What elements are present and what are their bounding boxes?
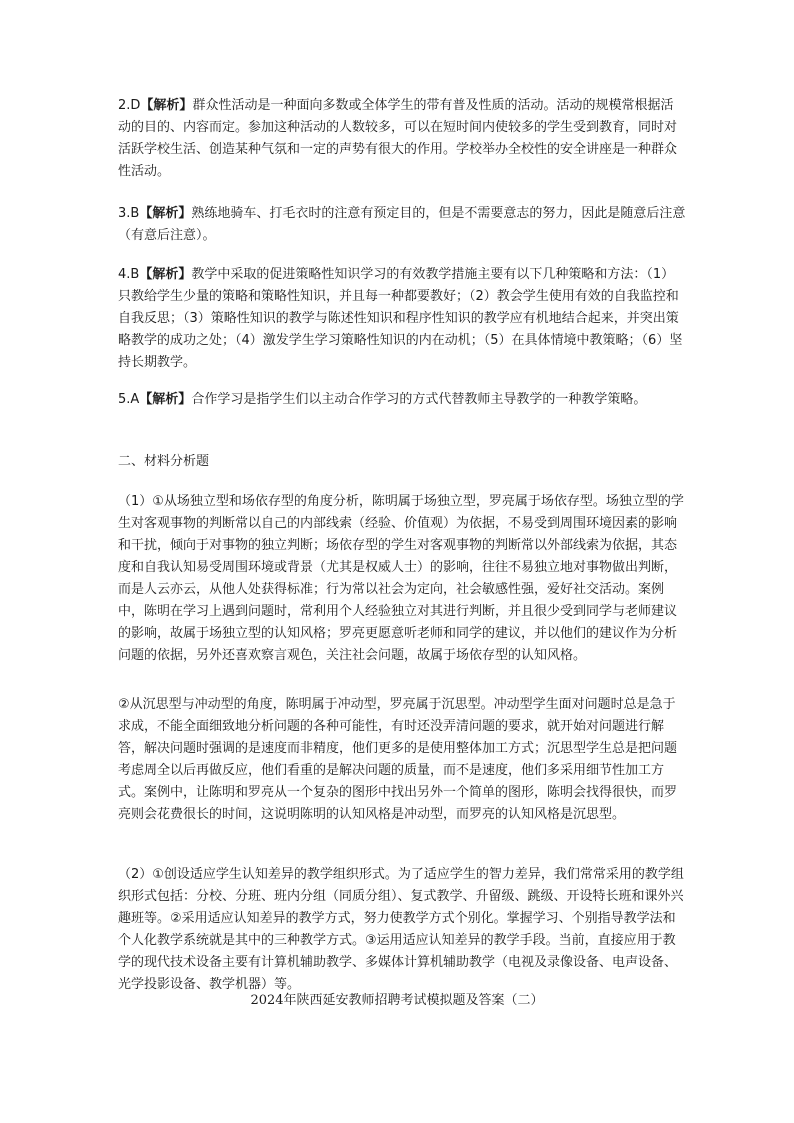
answer-prefix: 4.B	[118, 267, 140, 282]
answer-prefix: 5.A	[118, 392, 140, 407]
answer-label: 【解析】	[140, 98, 193, 113]
answer-label: 【解析】	[139, 206, 192, 221]
section-title: 二、材料分析题	[118, 454, 210, 469]
answer-3	[118, 203, 686, 247]
answer-4	[118, 264, 686, 374]
answer-label: 【解析】	[139, 267, 192, 282]
answer-prefix: 2.D	[118, 98, 141, 113]
answer-5	[118, 389, 686, 411]
answer-prefix: 3.B	[118, 206, 140, 221]
analysis-paragraph-3: （2）①创设适应学生认知差异的教学组织形式。为了适应学生的智力差异，我们常常采用的教学组织形式包括：分校、分班、班内分组（同质分组）、复式教学、升留级、跳级、开设特长班和课外兴趣班等。②采用适应认知差异的教学方式，努力使教学方式个别化。掌握学习、个别指导教学法和个人化教学系统就是其中的三种教学方式。③运用适应认知差异的教学手段。当前，直接应用于教学的现代技术设备主要有计算机辅助教学、多媒体计算机辅助教学（电视及录像设备、电声设备、光学投影设备、教学机器）等。	[118, 867, 684, 992]
analysis-paragraph-1: （1）①从场独立型和场依存型的角度分析，陈明属于场独立型，罗亮属于场依存型。场独立型的学生对客观事物的判断常以自己的内部线索（经验、价值观）为依据，不易受到周围环境因素的影响和干扰，倾向于对事物的独立判断；场依存型的学生对客观事物的判断常以外部线索为依据，其态度和自我认知易受周围环境或背景（尤其是权威人士）的影响，往往不易独立地对事物做出判断，而是人云亦云，从他人处获得标准；行为常以社会为定向，社会敏感性强，爱好社交活动。案例中，陈明在学习上遇到问题时，常利用个人经验独立对其进行判断，并且很少受到同学与老师建议的影响，故属于场独立型的认知风格；罗亮更愿意听老师和同学的建议，并以他们的建议作为分析问题的依据，另外还喜欢察言观色，关注社会问题，故属于场依存型的认知风格。	[118, 494, 684, 663]
answer-text: 合作学习是指学生们以主动合作学习的方式代替教师主导教学的一种教学策略。	[191, 392, 647, 407]
answer-text: 熟练地骑车、打毛衣时的注意有预定目的，但是不需要意志的努力，因此是随意后注意（有意后注意）。	[118, 206, 686, 243]
answer-text: 群众性活动是一种面向多数或全体学生的带有普及性质的活动。活动的规模常根据活动的目的、内容而定。参加这种活动的人数较多，可以在短时间内使较多的学生受到教育，同时对活跃学校生活、创造某种气氛和一定的声势有很大的作用。学校举办全校性的安全讲座是一种群众性活动。	[118, 98, 678, 179]
answer-text: 教学中采取的促进策略性知识学习的有效教学措施主要有以下几种策略和方法：（1）只教给学生少量的策略和策略性知识，并且每一种都要教好；（2）教会学生使用有效的自我监控和自我反思；（3）策略性知识的教学与陈述性知识和程序性知识的教学应有机地结合起来，并突出策略教学的成功之处；（4）激发学生学习策略性知识的内在动机；（5）在具体情境中教策略；（6）坚持长期教学。	[118, 267, 683, 370]
answer-label: 【解析】	[139, 392, 192, 407]
analysis-paragraph-2: ②从沉思型与冲动型的角度，陈明属于冲动型，罗亮属于沉思型。冲动型学生面对问题时总是急于求成，不能全面细致地分析问题的各种可能性，有时还没弄清问题的要求，就开始对问题进行解答，解决问题时强调的是速度而非精度，他们更多的是使用整体加工方式；沉思型学生总是把问题考虑周全以后再做反应，他们看重的是解决问题的质量，而不是速度，他们多采用细节性加工方式。案例中，让陈明和罗亮从一个复杂的图形中找出另外一个简单的图形，陈明会找得很快，而罗亮则会花费很长的时间，这说明陈明的认知风格是冲动型，而罗亮的认知风格是沉思型。	[118, 697, 678, 822]
page-footer: 2024年陕西延安教师招聘考试模拟题及答案（二）	[250, 993, 544, 1008]
answer-2	[118, 95, 686, 183]
